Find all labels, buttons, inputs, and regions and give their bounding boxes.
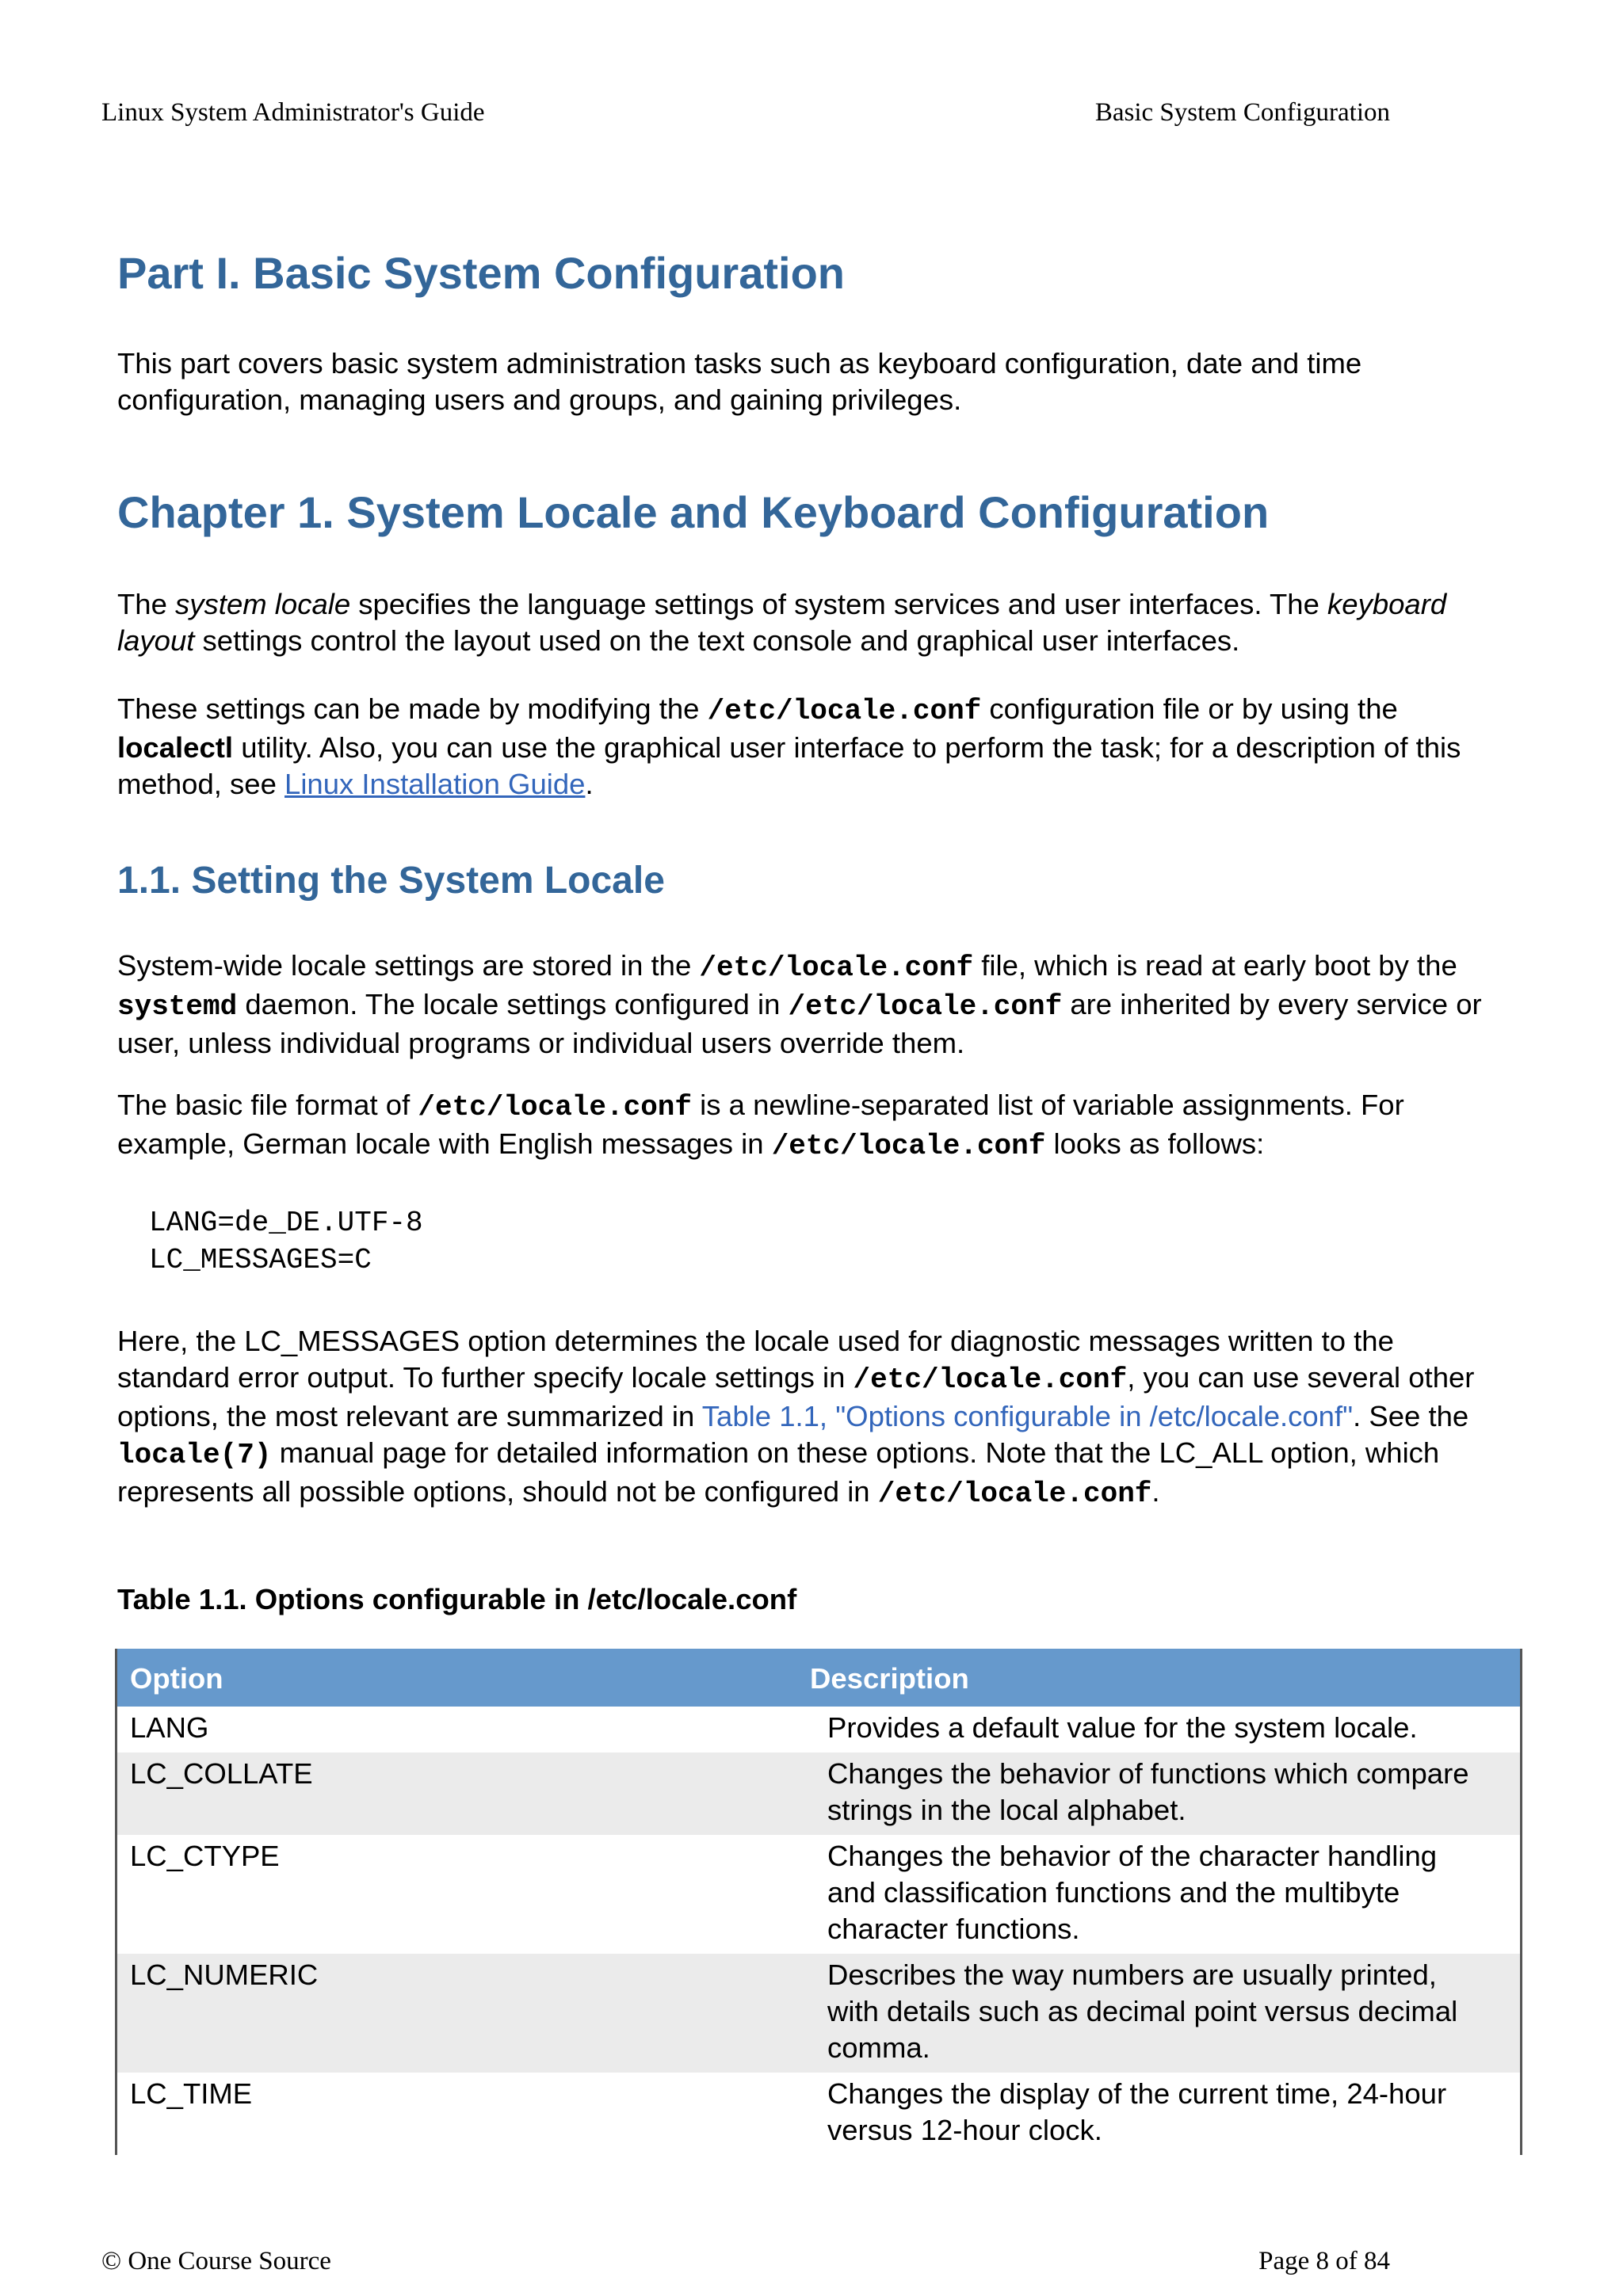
code-locale-conf: /etc/locale.conf [853,1363,1128,1396]
section-paragraph-3 [117,1323,1512,1512]
table-header-row [117,1649,1520,1707]
code-locale-conf: /etc/locale.conf [418,1091,693,1123]
options-table [115,1649,1522,2155]
text: , you can use several other options, the most relevant are summarized in [117,1361,1475,1432]
section-paragraph-2 [117,1087,1512,1165]
command-localectl: localectl [117,731,234,764]
table-row [117,1954,1520,2073]
option-cell: LC_NUMERIC [130,1958,319,1991]
text: manual page for detailed information on these options. Note that the LC_ALL option, which represents all possible options, should not be configured in [117,1436,1440,1508]
text: is a newline-separated list of variable assignments. For example, German locale with English messages in [117,1089,1404,1160]
table-row [117,1707,1520,1753]
description-cell: Changes the behavior of the character handling and classification functions and the multibyte character functions. [827,1840,1438,1945]
text: specifies the language settings of system services and user interfaces. The [350,588,1328,620]
table-row [117,1753,1520,1835]
chapter-title: Chapter 1. System Locale and Keyboard Configuration [117,487,1270,537]
code-locale-conf: /etc/locale.conf [699,952,974,984]
code-line: LANG=de_DE.UTF-8 [149,1207,423,1239]
chapter-paragraph-2 [117,691,1512,803]
description-cell: Provides a default value for the system locale. [827,1711,1418,1744]
term-keyboard-layout: keyboard layout [117,588,1447,657]
text: . [1151,1475,1160,1508]
option-cell: LC_TIME [130,2077,253,2110]
code-systemd: systemd [117,990,238,1023]
page-header [101,98,1390,128]
code-locale-conf: /etc/locale.conf [771,1130,1046,1162]
table-caption: Table 1.1. Options configurable in /etc/locale.conf [117,1583,797,1615]
text: These settings can be made by modifying the [117,692,708,725]
option-cell: LC_CTYPE [130,1840,280,1872]
text: System-wide locale settings are stored in the [117,949,700,982]
code-example [149,1204,423,1279]
text: . See the [1353,1400,1469,1432]
term-system-locale: system locale [175,588,351,620]
text: configuration file or by using the [981,692,1398,725]
code-locale-conf: /etc/locale.conf [877,1478,1152,1510]
text: looks as follows: [1045,1127,1265,1160]
text: . [585,768,594,800]
option-cell: LANG [130,1711,209,1744]
code-locale-conf: /etc/locale.conf [707,695,982,727]
text: The [117,588,176,620]
text: settings control the layout used on the text console and graphical user interfaces. [194,624,1240,657]
page-footer [101,2247,1390,2276]
text: are inherited by every service or user, unless individual programs or individual users override them. [117,988,1482,1059]
code-locale-manpage: locale(7) [117,1439,272,1471]
header-section-title: Basic System Configuration [1094,98,1390,127]
code-line: LC_MESSAGES=C [149,1244,372,1276]
text: Here, the LC_MESSAGES option determines the locale used for diagnostic messages written to the standard error output. To further specify locale settings in [117,1325,1394,1394]
table-row [117,1835,1520,1954]
option-cell: LC_COLLATE [130,1757,313,1790]
text: daemon. The locale settings configured in [237,988,789,1020]
part-title: Part I. Basic System Configuration [117,248,845,298]
text: utility. Also, you can use the graphical user interface to perform the task; for a description of this method, see [117,731,1461,800]
installation-guide-link[interactable]: Linux Installation Guide [285,768,586,800]
table-row [117,2073,1520,2155]
footer-page-number: Page 8 of 84 [1258,2247,1390,2275]
text: file, which is read at early boot by the [973,949,1457,982]
section-paragraph-1 [117,948,1512,1062]
chapter-paragraph-1 [117,586,1512,659]
section-title: 1.1. Setting the System Locale [117,860,665,902]
part-intro-paragraph: This part covers basic system administration tasks such as keyboard configuration, date and time configuration, managing users and groups, and gaining privileges. [117,347,1362,416]
footer-copyright: © One Course Source [101,2247,331,2275]
description-cell: Describes the way numbers are usually printed, with details such as decimal point versus decimal comma. [827,1958,1458,2064]
header-book-title: Linux System Administrator's Guide [101,98,485,127]
text: The basic file format of [117,1089,418,1121]
column-header-option: Option [130,1662,223,1695]
column-header-description: Description [810,1662,969,1695]
table-cross-reference-link[interactable]: Table 1.1, "Options configurable in /etc/locale.conf" [701,1400,1354,1432]
description-cell: Changes the behavior of functions which compare strings in the local alphabet. [827,1757,1469,1826]
code-locale-conf: /etc/locale.conf [788,990,1063,1023]
description-cell: Changes the display of the current time, 24-hour versus 12-hour clock. [827,2077,1447,2146]
